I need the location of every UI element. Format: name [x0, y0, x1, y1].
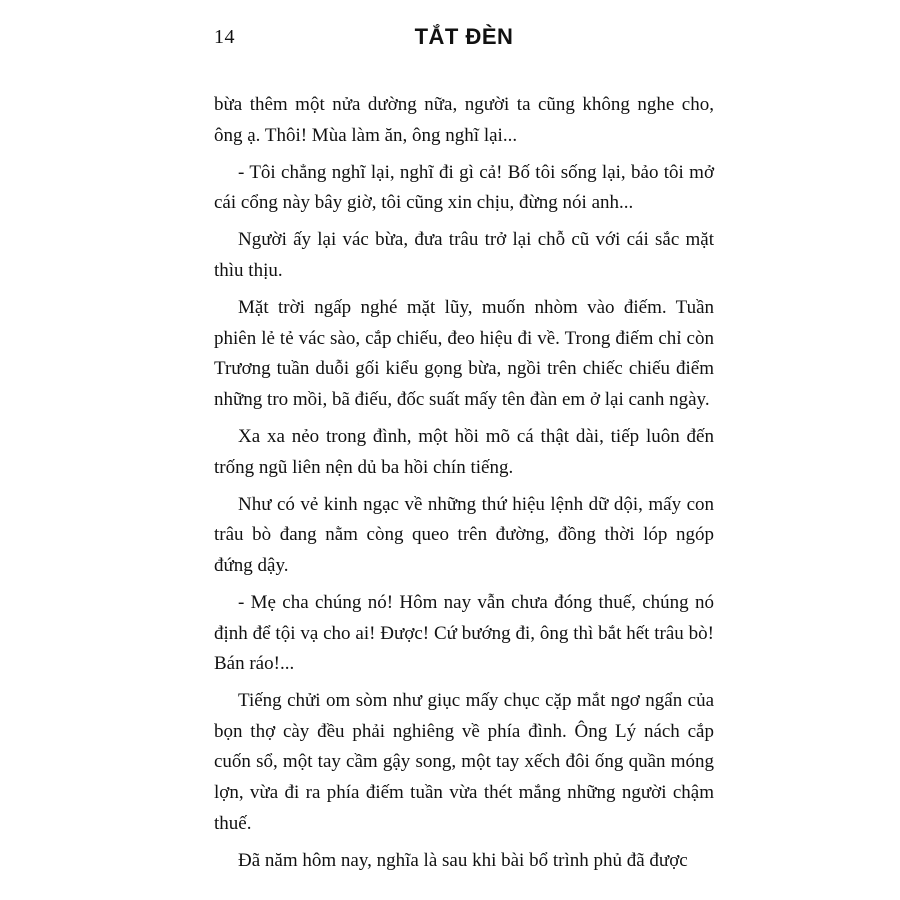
paragraph: Xa xa nẻo trong đình, một hồi mõ cá thật dài, tiếp luôn đến trống ngũ liên nện dủ ba hồi chín tiếng. [214, 425, 714, 478]
body-text [214, 90, 714, 883]
paragraph: Người ấy lại vác bừa, đưa trâu trở lại chỗ cũ với cái sắc mặt thìu thịu. [214, 229, 714, 281]
paragraph: bừa thêm một nửa dường nữa, người ta cũng không nghe cho, ông ạ. Thôi! Mùa làm ăn, ông nghĩ lại... [214, 94, 714, 146]
paragraph: Đã năm hôm nay, nghĩa là sau khi bài bổ trình phủ đã được [238, 849, 688, 871]
paragraph: - Tôi chẳng nghĩ lại, nghĩ đi gì cả! Bố tôi sống lại, bảo tôi mở cái cổng này bây giờ, tôi cũng xin chịu, đừng nói anh... [214, 161, 714, 214]
paragraph: Tiếng chửi om sòm như giục mấy chục cặp mắt ngơ ngẩn của bọn thợ cày đều phải nghiêng về phía đình. Ông Lý nách cắp cuốn sổ, một tay cầm gậy song, một tay xếch đôi ống quần móng lợn, vừa đi ra phía điếm tuần vừa thét mắng những người chậm thuế. [214, 690, 714, 834]
paragraph: - Mẹ cha chúng nó! Hôm nay vẫn chưa đóng thuế, chúng nó định để tội vạ cho ai! Được! Cứ bướng đi, ông thì bắt hết trâu bò! Bán ráo!... [214, 591, 714, 675]
running-title: TẮT ĐÈN [414, 24, 514, 49]
paragraph: Mặt trời ngấp nghé mặt lũy, muốn nhòm vào điếm. Tuần phiên lẻ tẻ vác sào, cắp chiếu, đeo hiệu đi về. Trong điếm chỉ còn Trương tuần duỗi gối kiểu gọng bừa, ngồi trên chiếc chiếu điểm những tro mồi, bã điếu, đốc suất mấy tên đàn em ở lại canh ngày. [214, 297, 714, 410]
page-header [214, 24, 714, 54]
paragraph: Như có vẻ kinh ngạc về những thứ hiệu lệnh dữ dội, mấy con trâu bò đang nằm còng queo trên đường, đồng thời lóp ngóp đứng dậy. [214, 493, 714, 576]
page-number: 14 [214, 26, 235, 48]
